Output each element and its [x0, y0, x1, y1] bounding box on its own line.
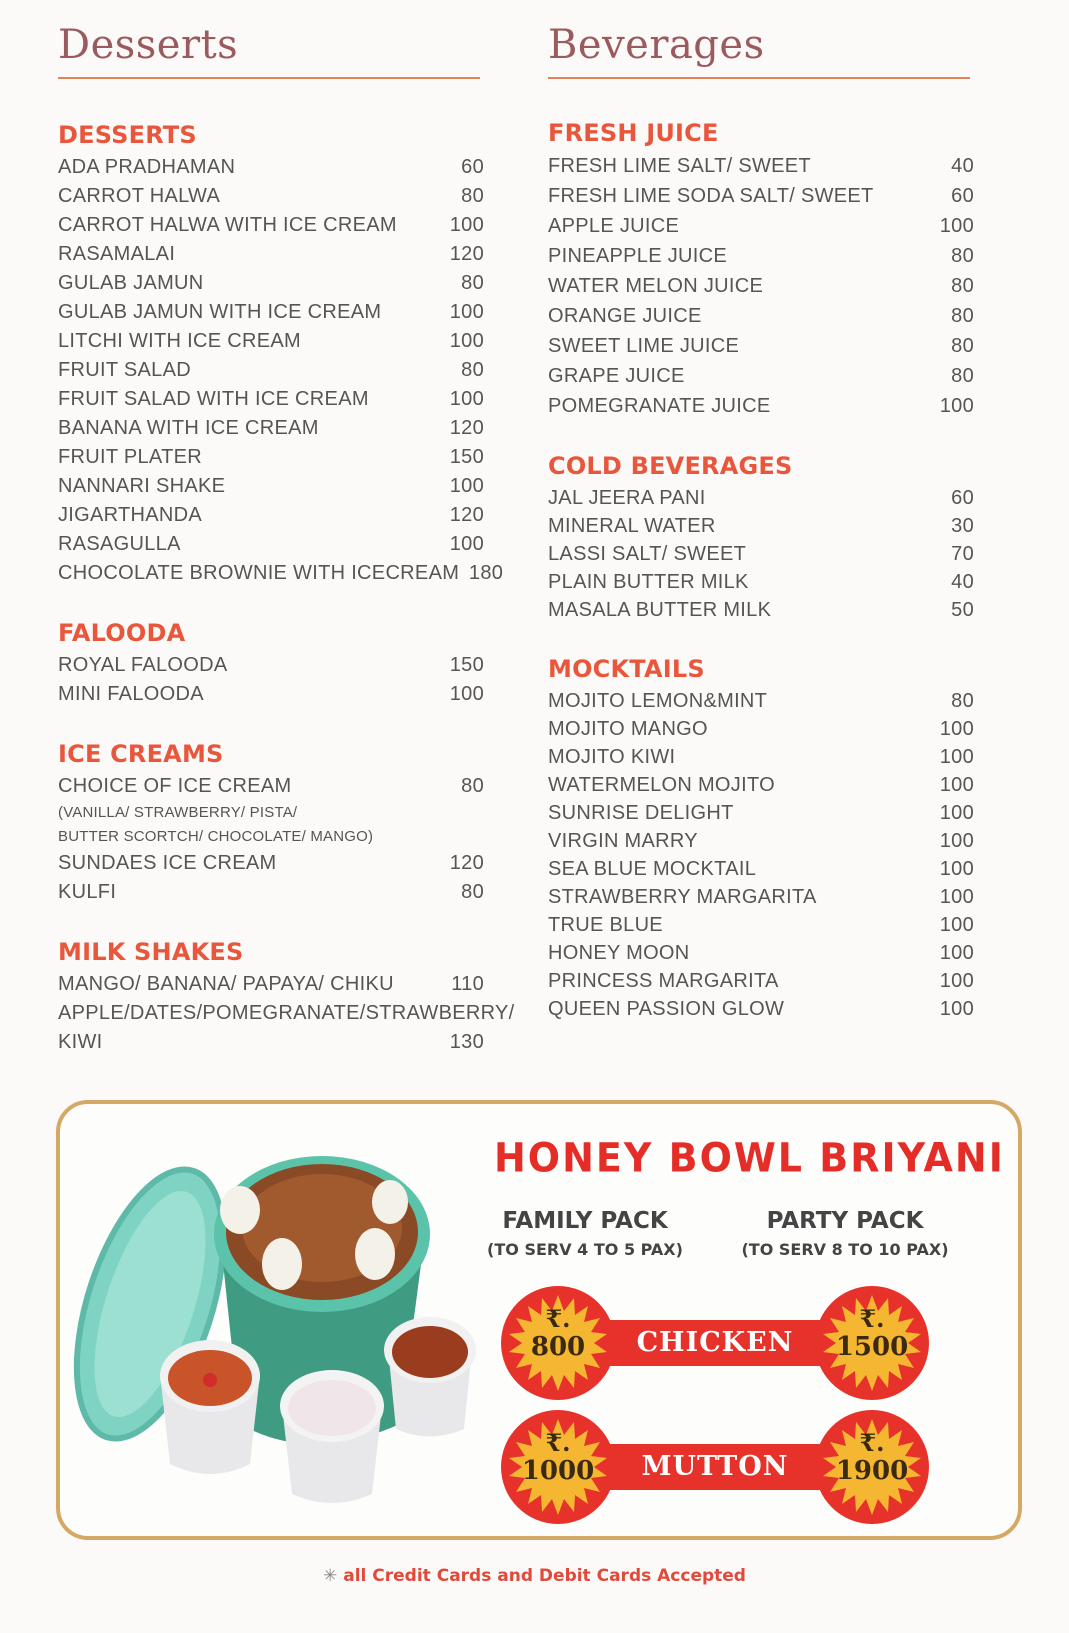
menu-item: ROYAL FALOODA 150: [58, 654, 484, 676]
menu-item: NANNARI SHAKE 100: [58, 475, 484, 497]
price-burst-icon: ₹. 1900: [815, 1410, 929, 1524]
menu-item: JIGARTHANDA 120: [58, 504, 484, 526]
party-pack-header: [730, 1208, 960, 1259]
menu-item: FRUIT SALAD 80: [58, 359, 484, 381]
menu-item: ORANGE JUICE 80: [548, 305, 974, 327]
section-heading: MILK SHAKES: [58, 938, 244, 966]
item-label: MUTTON: [641, 1451, 789, 1482]
menu-item: JAL JEERA PANI 60: [548, 487, 974, 509]
biryani-promo-box: [56, 1100, 1022, 1540]
menu-item: MASALA BUTTER MILK 50: [548, 599, 974, 621]
menu-item: KIWI 130: [58, 1031, 484, 1053]
menu-item: HONEY MOON 100: [548, 942, 974, 964]
section-falooda: [58, 618, 484, 709]
menu-item: WATERMELON MOJITO 100: [548, 774, 974, 796]
beverages-page-title: Beverages: [548, 22, 765, 68]
asterisk-icon: ✳: [323, 1566, 338, 1586]
section-fresh-juice: [548, 118, 974, 421]
payment-note: [0, 1566, 1069, 1586]
menu-item: MINERAL WATER 30: [548, 515, 974, 537]
family-pack-header: [470, 1208, 700, 1259]
left-column: [58, 120, 515, 1057]
payment-note-text: all Credit Cards and Debit Cards Accepted: [343, 1566, 746, 1586]
menu-item: KULFI 80: [58, 881, 484, 903]
section-heading: MOCKTAILS: [548, 655, 705, 683]
section-mocktails: [548, 654, 974, 1023]
menu-item: SEA BLUE MOCKTAIL 100: [548, 858, 974, 880]
menu-item: VIRGIN MARRY 100: [548, 830, 974, 852]
menu-item: SUNDAES ICE CREAM 120: [58, 852, 484, 874]
menu-item: RASAMALAI 120: [58, 243, 484, 265]
menu-item: TRUE BLUE 100: [548, 914, 974, 936]
menu-item: LASSI SALT/ SWEET 70: [548, 543, 974, 565]
menu-item: BANANA WITH ICE CREAM 120: [58, 417, 484, 439]
menu-item: APPLE/DATES/POMEGRANATE/STRAWBERRY/: [58, 1002, 515, 1024]
pack-name: FAMILY PACK: [502, 1208, 668, 1234]
menu-item: PINEAPPLE JUICE 80: [548, 245, 974, 267]
flavour-note: (VANILLA/ STRAWBERRY/ PISTA/: [58, 804, 298, 821]
section-ice-creams: [58, 739, 484, 907]
section-cold-beverages: [548, 451, 974, 624]
mutton-price-bar: [515, 1428, 915, 1502]
section-heading: DESSERTS: [58, 121, 197, 149]
flavour-note: BUTTER SCORTCH/ CHOCOLATE/ MANGO): [58, 828, 374, 845]
menu-item: ADA PRADHAMAN 60: [58, 156, 484, 178]
menu-item: FRESH LIME SALT/ SWEET 40: [548, 155, 974, 177]
menu-item: SWEET LIME JUICE 80: [548, 335, 974, 357]
menu-item: STRAWBERRY MARGARITA 100: [548, 886, 974, 908]
menu-item: CHOCOLATE BROWNIE WITH ICECREAM 180: [58, 562, 504, 584]
section-heading: ICE CREAMS: [58, 740, 224, 768]
desserts-page-title: Desserts: [58, 22, 239, 68]
pack-serving-note: (TO SERV 4 TO 5 PAX): [487, 1240, 683, 1259]
section-desserts: [58, 120, 504, 588]
chicken-price-bar: [515, 1304, 915, 1378]
menu-item: CARROT HALWA WITH ICE CREAM 100: [58, 214, 484, 236]
menu-item: PRINCESS MARGARITA 100: [548, 970, 974, 992]
menu-item: GULAB JAMUN WITH ICE CREAM 100: [58, 301, 484, 323]
menu-item: FRESH LIME SODA SALT/ SWEET 60: [548, 185, 974, 207]
price-burst-icon: ₹. 800: [501, 1286, 615, 1400]
section-heading: FRESH JUICE: [548, 119, 719, 147]
menu-item: MOJITO MANGO 100: [548, 718, 974, 740]
promo-title: HONEY BOWL BRIYANI: [494, 1134, 1005, 1182]
menu-item: PLAIN BUTTER MILK 40: [548, 571, 974, 593]
menu-item: MOJITO LEMON&MINT 80: [548, 690, 974, 712]
menu-item: LITCHI WITH ICE CREAM 100: [58, 330, 484, 352]
menu-item: GULAB JAMUN 80: [58, 272, 484, 294]
menu-item: FRUIT PLATER 150: [58, 446, 484, 468]
section-heading: COLD BEVERAGES: [548, 452, 793, 480]
menu-item: CHOICE OF ICE CREAM 80: [58, 775, 484, 797]
right-column: [548, 118, 974, 1023]
menu-item: SUNRISE DELIGHT 100: [548, 802, 974, 824]
title-divider: [548, 77, 970, 79]
menu-item: MOJITO KIWI 100: [548, 746, 974, 768]
section-heading: FALOODA: [58, 619, 186, 647]
family-price: 800: [530, 1332, 586, 1362]
party-price: 1900: [835, 1456, 909, 1486]
pack-serving-note: (TO SERV 8 TO 10 PAX): [741, 1240, 949, 1259]
menu-item: POMEGRANATE JUICE 100: [548, 395, 974, 417]
pack-name: PARTY PACK: [766, 1208, 924, 1234]
price-burst-icon: ₹. 1500: [815, 1286, 929, 1400]
section-milk-shakes: [58, 937, 515, 1057]
biryani-bucket-illustration: [70, 1124, 480, 1524]
menu-item: CARROT HALWA 80: [58, 185, 484, 207]
menu-item: RASAGULLA 100: [58, 533, 484, 555]
menu-item: WATER MELON JUICE 80: [548, 275, 974, 297]
item-label: CHICKEN: [636, 1327, 794, 1358]
menu-item: MINI FALOODA 100: [58, 683, 484, 705]
title-divider: [58, 77, 480, 79]
menu-item: QUEEN PASSION GLOW 100: [548, 998, 974, 1020]
menu-item: APPLE JUICE 100: [548, 215, 974, 237]
menu-item: MANGO/ BANANA/ PAPAYA/ CHIKU 110: [58, 973, 484, 995]
party-price: 1500: [835, 1332, 909, 1362]
menu-item: FRUIT SALAD WITH ICE CREAM 100: [58, 388, 484, 410]
price-burst-icon: ₹. 1000: [501, 1410, 615, 1524]
menu-item: GRAPE JUICE 80: [548, 365, 974, 387]
family-price: 1000: [521, 1456, 595, 1486]
